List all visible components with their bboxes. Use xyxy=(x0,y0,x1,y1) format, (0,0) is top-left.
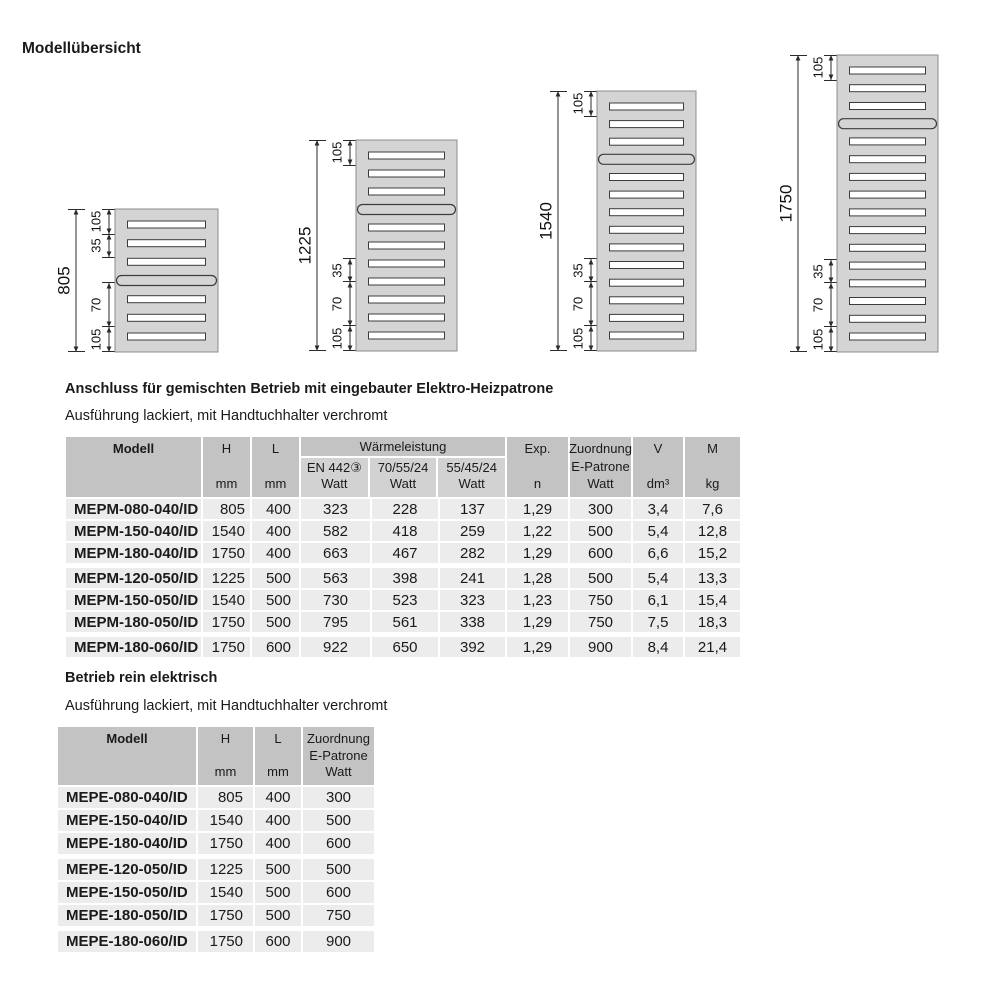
radiator-slot xyxy=(850,244,926,251)
value-cell: 1,23 xyxy=(507,590,568,610)
dim-label: 105 xyxy=(88,210,104,233)
value-cell: 561 xyxy=(372,612,438,632)
column-header-label: EN 442③ xyxy=(306,460,362,475)
radiator-slot xyxy=(850,262,926,269)
column-header-unit: dm³ xyxy=(646,476,670,491)
towel-bar xyxy=(358,205,456,215)
section-subheading-electric-only: Ausführung lackiert, mit Handtuchhalter verchromt xyxy=(65,698,388,714)
radiator-diagram-805 xyxy=(55,205,224,358)
column-header-unit: mm xyxy=(214,764,237,779)
radiator-slot xyxy=(850,280,926,287)
value-cell: 500 xyxy=(570,521,631,541)
value-cell: 730 xyxy=(301,590,370,610)
table-row xyxy=(58,833,374,854)
value-cell: 1,29 xyxy=(507,543,568,563)
section-heading-electric-only: Betrieb rein elektrisch xyxy=(65,670,218,686)
value-cell: 500 xyxy=(255,882,301,903)
column-header-label: 70/55/24 xyxy=(377,460,429,475)
radiator-slot xyxy=(369,242,445,249)
radiator-slot xyxy=(850,333,926,340)
column-header xyxy=(203,437,250,497)
value-cell: 805 xyxy=(198,787,253,808)
value-cell: 467 xyxy=(372,543,438,563)
table-header xyxy=(58,727,374,785)
towel-bar xyxy=(117,276,217,286)
value-cell: 241 xyxy=(440,568,505,588)
table-row xyxy=(58,931,374,952)
radiator-slot xyxy=(128,258,206,265)
value-cell: 418 xyxy=(372,521,438,541)
column-header-unit: mm xyxy=(267,764,289,779)
dim-label: 70 xyxy=(810,297,826,313)
radiator-slot xyxy=(610,332,684,339)
value-cell: 15,4 xyxy=(685,590,740,610)
dim-label: 35 xyxy=(88,238,104,253)
radiator-slot xyxy=(369,170,445,177)
value-cell: 1750 xyxy=(203,612,250,632)
value-cell: 137 xyxy=(440,499,505,519)
model-cell: MEPE-180-060/ID xyxy=(58,931,196,952)
radiator-slot xyxy=(610,209,684,216)
table-row xyxy=(58,859,374,880)
value-cell: 600 xyxy=(255,931,301,952)
radiator-slot xyxy=(850,67,926,74)
model-cell: MEPE-180-050/ID xyxy=(58,905,196,926)
value-cell: 3,4 xyxy=(633,499,683,519)
column-header-modell xyxy=(58,727,196,785)
dim-label: 70 xyxy=(329,296,345,312)
value-cell: 400 xyxy=(252,499,299,519)
towel-bar xyxy=(839,119,937,129)
value-cell: 15,2 xyxy=(685,543,740,563)
radiator-slot xyxy=(850,315,926,322)
radiator-slot xyxy=(128,240,206,247)
table-row xyxy=(58,882,374,903)
value-cell: 900 xyxy=(570,637,631,657)
value-cell: 500 xyxy=(252,568,299,588)
dim-label: 105 xyxy=(810,56,826,79)
value-cell: 6,1 xyxy=(633,590,683,610)
column-subheader xyxy=(301,458,368,497)
value-cell: 18,3 xyxy=(685,612,740,632)
value-cell: 582 xyxy=(301,521,370,541)
value-cell: 1750 xyxy=(198,905,253,926)
model-cell: MEPE-120-050/ID xyxy=(58,859,196,880)
model-cell: MEPM-150-040/ID xyxy=(66,521,201,541)
value-cell: 500 xyxy=(255,905,301,926)
column-header-unit: kg xyxy=(705,476,720,491)
column-header-unit: Watt xyxy=(325,764,352,779)
value-cell: 805 xyxy=(203,499,250,519)
column-header-label: Zuordnung xyxy=(569,441,632,456)
model-cell: MEPM-180-050/ID xyxy=(66,612,201,632)
radiator-slot xyxy=(369,314,445,321)
dim-label: 1225 xyxy=(295,226,315,265)
radiator-slot xyxy=(369,296,445,303)
value-cell: 500 xyxy=(255,859,301,880)
value-cell: 750 xyxy=(570,612,631,632)
radiator-slot xyxy=(850,298,926,305)
dim-label: 35 xyxy=(329,263,345,278)
column-header-label: L xyxy=(274,731,282,746)
value-cell: 500 xyxy=(252,590,299,610)
column-header xyxy=(507,437,568,497)
radiator-slot xyxy=(850,138,926,145)
radiator-diagram-1540 xyxy=(537,87,702,357)
section-subheading-mixed-operation: Ausführung lackiert, mit Handtuchhalter verchromt xyxy=(65,408,388,424)
value-cell: 400 xyxy=(252,521,299,541)
column-header-label: Modell xyxy=(106,731,148,746)
value-cell: 300 xyxy=(303,787,374,808)
table-row xyxy=(66,521,740,541)
value-cell: 650 xyxy=(372,637,438,657)
column-header-label: H xyxy=(221,441,232,456)
value-cell: 1540 xyxy=(198,810,253,831)
radiator-slot xyxy=(610,138,684,145)
dim-label: 105 xyxy=(329,327,345,350)
value-cell: 1750 xyxy=(203,543,250,563)
header-group-label: Wärmeleistung xyxy=(301,437,505,456)
value-cell: 600 xyxy=(303,833,374,854)
value-cell: 1540 xyxy=(198,882,253,903)
table-row xyxy=(66,568,740,588)
dim-label: 70 xyxy=(570,296,586,312)
dim-label: 35 xyxy=(570,263,586,278)
value-cell: 900 xyxy=(303,931,374,952)
value-cell: 922 xyxy=(301,637,370,657)
value-cell: 663 xyxy=(301,543,370,563)
value-cell: 8,4 xyxy=(633,637,683,657)
radiator-slot xyxy=(369,278,445,285)
value-cell: 338 xyxy=(440,612,505,632)
column-header-unit: Watt xyxy=(389,476,417,491)
value-cell: 1225 xyxy=(203,568,250,588)
column-header xyxy=(633,437,683,497)
value-cell: 323 xyxy=(440,590,505,610)
column-header-label: L xyxy=(271,441,280,456)
radiator-diagram-1750 xyxy=(777,51,944,358)
column-header-unit: Watt xyxy=(458,476,485,491)
value-cell: 5,4 xyxy=(633,568,683,588)
model-cell: MEPM-150-050/ID xyxy=(66,590,201,610)
value-cell: 392 xyxy=(440,637,505,657)
model-cell: MEPE-080-040/ID xyxy=(58,787,196,808)
value-cell: 400 xyxy=(255,810,301,831)
table-row xyxy=(58,905,374,926)
radiator-body xyxy=(837,55,938,352)
value-cell: 1750 xyxy=(203,637,250,657)
radiator-diagram-1225 xyxy=(296,136,463,357)
value-cell: 750 xyxy=(303,905,374,926)
value-cell: 1750 xyxy=(198,931,253,952)
column-header-label: Exp. xyxy=(524,441,551,456)
column-header-label-2: E-Patrone xyxy=(571,458,630,474)
value-cell: 563 xyxy=(301,568,370,588)
model-cell: MEPE-180-040/ID xyxy=(58,833,196,854)
value-cell: 398 xyxy=(372,568,438,588)
dim-label: 1540 xyxy=(536,202,556,240)
electric-only-table xyxy=(58,727,374,954)
column-header xyxy=(570,437,631,497)
column-header-label-2: E-Patrone xyxy=(309,747,368,763)
radiator-slot xyxy=(610,103,684,110)
model-cell: MEPE-150-050/ID xyxy=(58,882,196,903)
radiator-slot xyxy=(610,121,684,128)
dim-label: 105 xyxy=(570,327,586,350)
column-header-unit: Watt xyxy=(321,476,348,491)
column-header-label: H xyxy=(220,731,231,746)
table-row xyxy=(66,590,740,610)
column-header-unit: mm xyxy=(264,476,287,491)
dim-label: 105 xyxy=(329,141,345,164)
mixed-operation-table xyxy=(66,437,740,659)
value-cell: 323 xyxy=(301,499,370,519)
radiator-slot xyxy=(369,332,445,339)
value-cell: 228 xyxy=(372,499,438,519)
column-subheader xyxy=(370,458,437,497)
radiator-slot xyxy=(850,103,926,110)
dim-label: 105 xyxy=(810,328,826,351)
radiator-body xyxy=(597,91,696,351)
radiator-slot xyxy=(369,260,445,267)
value-cell: 500 xyxy=(303,810,374,831)
radiator-slot xyxy=(610,226,684,233)
value-cell: 500 xyxy=(252,612,299,632)
radiator-slot xyxy=(369,188,445,195)
value-cell: 1,28 xyxy=(507,568,568,588)
radiator-slot xyxy=(850,209,926,216)
radiator-slot xyxy=(369,224,445,231)
value-cell: 7,5 xyxy=(633,612,683,632)
dim-label: 70 xyxy=(88,297,104,313)
column-header-label: M xyxy=(707,441,718,456)
column-header-label: Modell xyxy=(112,441,155,456)
radiator-slot xyxy=(610,191,684,198)
page-title: Modellübersicht xyxy=(22,40,141,57)
radiator-slot xyxy=(369,152,445,159)
radiator-slot xyxy=(850,191,926,198)
value-cell: 1225 xyxy=(198,859,253,880)
value-cell: 600 xyxy=(252,637,299,657)
value-cell: 1540 xyxy=(203,590,250,610)
towel-bar xyxy=(599,154,695,164)
value-cell: 400 xyxy=(252,543,299,563)
value-cell: 1,29 xyxy=(507,499,568,519)
column-header-unit: n xyxy=(533,476,542,491)
radiator-slot xyxy=(128,221,206,228)
value-cell: 6,6 xyxy=(633,543,683,563)
value-cell: 795 xyxy=(301,612,370,632)
column-header-unit: Watt xyxy=(587,476,614,491)
value-cell: 1,29 xyxy=(507,637,568,657)
column-header xyxy=(255,727,301,785)
value-cell: 523 xyxy=(372,590,438,610)
table-row xyxy=(66,637,740,657)
column-header-modell xyxy=(66,437,201,497)
radiator-slot xyxy=(610,279,684,286)
value-cell: 5,4 xyxy=(633,521,683,541)
model-cell: MEPM-080-040/ID xyxy=(66,499,201,519)
radiator-slot xyxy=(610,314,684,321)
value-cell: 12,8 xyxy=(685,521,740,541)
column-header xyxy=(685,437,740,497)
radiator-slot xyxy=(128,333,206,340)
column-header-unit: mm xyxy=(215,476,238,491)
value-cell: 7,6 xyxy=(685,499,740,519)
radiator-slot xyxy=(128,314,206,321)
radiator-slot xyxy=(610,174,684,181)
model-cell: MEPE-150-040/ID xyxy=(58,810,196,831)
radiator-slot xyxy=(610,297,684,304)
value-cell: 600 xyxy=(570,543,631,563)
dim-label: 805 xyxy=(54,266,74,295)
header-group xyxy=(301,437,505,497)
dim-label: 105 xyxy=(88,328,104,351)
value-cell: 400 xyxy=(255,787,301,808)
value-cell: 500 xyxy=(303,859,374,880)
table-row xyxy=(58,787,374,808)
value-cell: 13,3 xyxy=(685,568,740,588)
dim-label: 1750 xyxy=(776,184,796,223)
table-row xyxy=(66,612,740,632)
column-subheader xyxy=(438,458,505,497)
radiator-slot xyxy=(610,244,684,251)
column-header-label: 55/45/24 xyxy=(446,460,497,475)
radiator-slot xyxy=(850,227,926,234)
model-cell: MEPM-180-040/ID xyxy=(66,543,201,563)
value-cell: 282 xyxy=(440,543,505,563)
value-cell: 400 xyxy=(255,833,301,854)
table-row xyxy=(58,810,374,831)
value-cell: 1750 xyxy=(198,833,253,854)
column-header xyxy=(303,727,374,785)
dim-label: 105 xyxy=(570,92,586,115)
value-cell: 1,29 xyxy=(507,612,568,632)
table-row xyxy=(66,499,740,519)
header-subrow xyxy=(301,458,505,497)
column-header xyxy=(252,437,299,497)
section-heading-mixed-operation: Anschluss für gemischten Betrieb mit eingebauter Elektro-Heizpatrone xyxy=(65,381,554,397)
column-header xyxy=(198,727,253,785)
column-header-label: V xyxy=(653,441,663,456)
model-cell: MEPM-120-050/ID xyxy=(66,568,201,588)
radiator-slot xyxy=(850,173,926,180)
value-cell: 750 xyxy=(570,590,631,610)
model-cell: MEPM-180-060/ID xyxy=(66,637,201,657)
table-header xyxy=(66,437,740,497)
value-cell: 600 xyxy=(303,882,374,903)
value-cell: 21,4 xyxy=(685,637,740,657)
column-header-label: Zuordnung xyxy=(307,731,370,746)
value-cell: 300 xyxy=(570,499,631,519)
value-cell: 500 xyxy=(570,568,631,588)
value-cell: 1,22 xyxy=(507,521,568,541)
radiator-slot xyxy=(850,85,926,92)
radiator-slot xyxy=(610,262,684,269)
value-cell: 1540 xyxy=(203,521,250,541)
dim-label: 35 xyxy=(810,264,826,279)
table-row xyxy=(66,543,740,563)
value-cell: 259 xyxy=(440,521,505,541)
radiator-slot xyxy=(850,156,926,163)
radiator-slot xyxy=(128,296,206,303)
